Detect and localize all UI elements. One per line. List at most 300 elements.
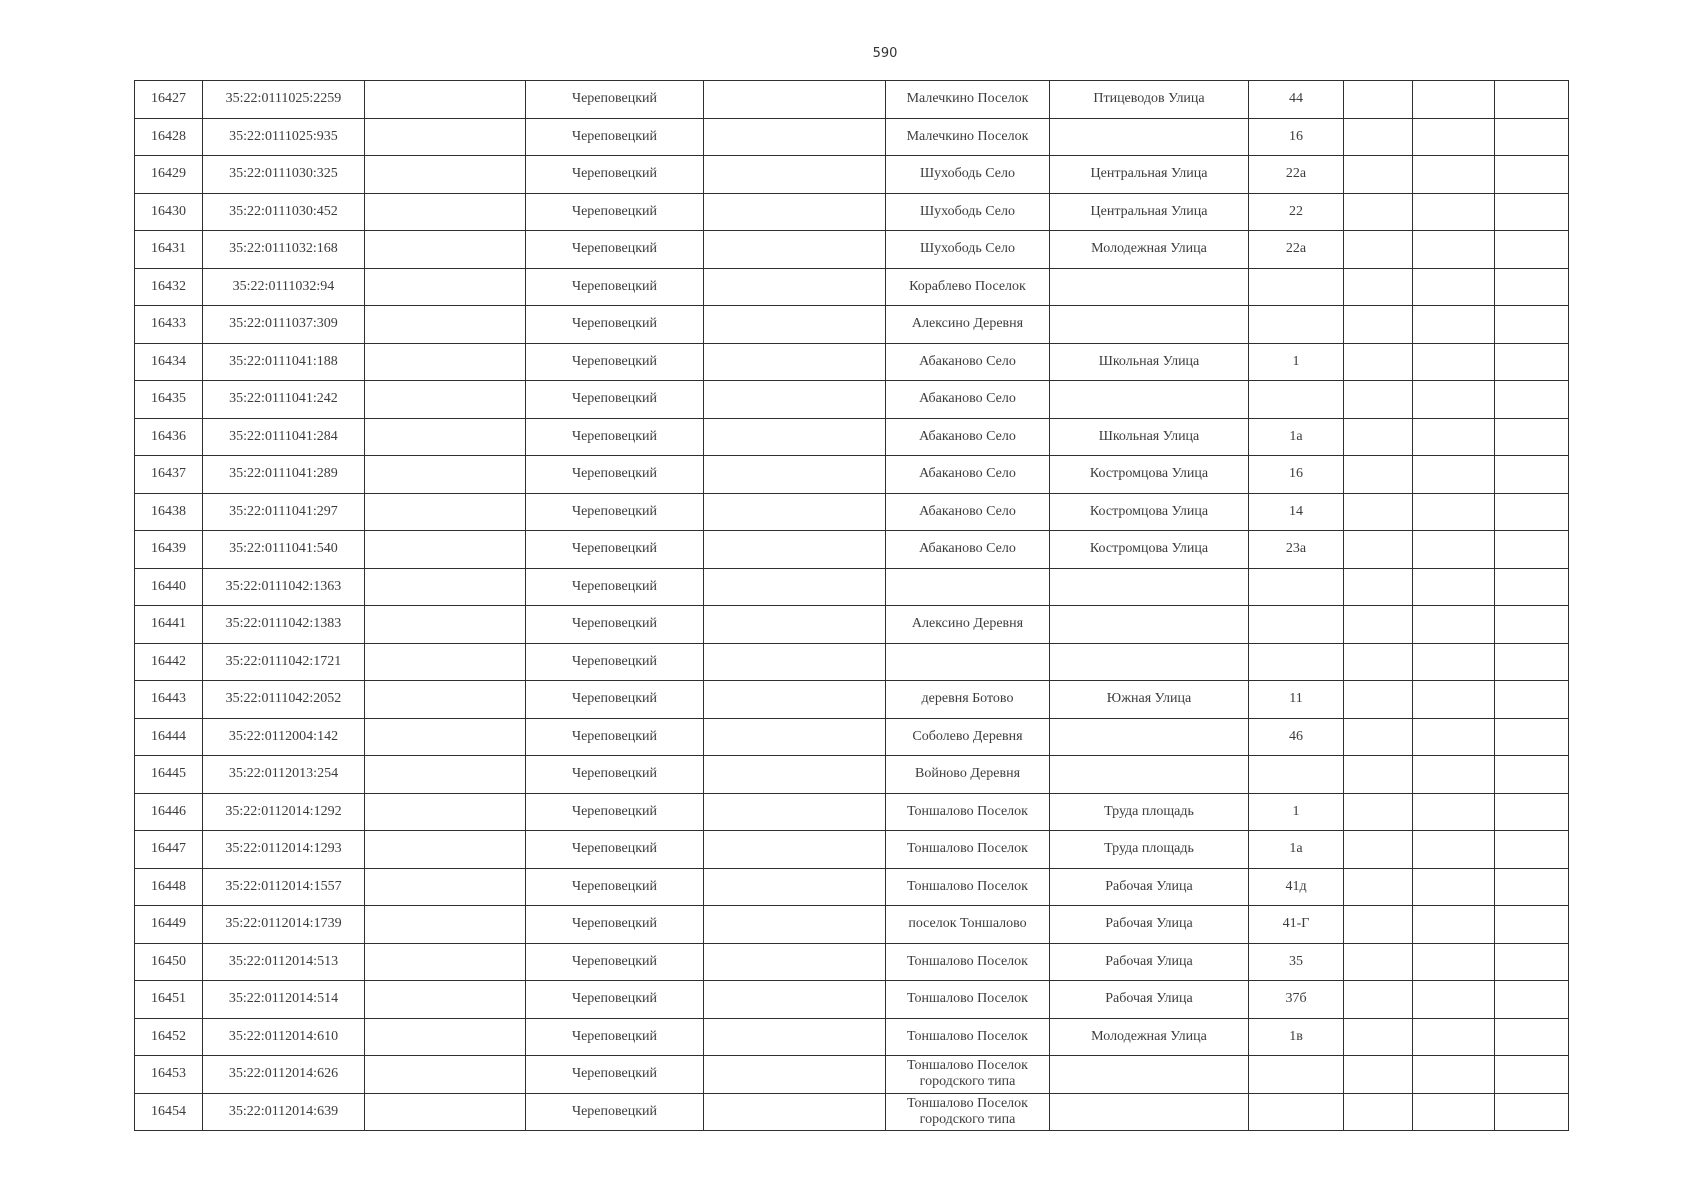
row-number-cell: 16434 [135, 343, 203, 381]
house-number-cell: 35 [1249, 943, 1344, 981]
settlement-cell: Малечкино Поселок [886, 81, 1050, 119]
empty-cell [1495, 1093, 1569, 1131]
row-number-cell: 16454 [135, 1093, 203, 1131]
empty-cell [1413, 793, 1495, 831]
empty-cell [1495, 606, 1569, 644]
empty-cell [1495, 681, 1569, 719]
district-cell: Череповецкий [526, 531, 704, 569]
settlement-cell: Тоншалово Поселок [886, 1018, 1050, 1056]
row-number-cell: 16449 [135, 906, 203, 944]
empty-cell [1413, 868, 1495, 906]
house-number-cell: 22а [1249, 231, 1344, 269]
cadastral-number-cell: 35:22:0111030:325 [203, 156, 365, 194]
empty-cell [365, 943, 526, 981]
row-number-cell: 16442 [135, 643, 203, 681]
street-cell: Рабочая Улица [1050, 906, 1249, 944]
settlement-cell: Тоншалово Поселок [886, 943, 1050, 981]
empty-cell [1413, 343, 1495, 381]
empty-cell [365, 1056, 526, 1094]
empty-cell [365, 981, 526, 1019]
row-number-cell: 16448 [135, 868, 203, 906]
empty-cell [704, 231, 886, 269]
empty-cell [365, 193, 526, 231]
empty-cell [1344, 156, 1413, 194]
empty-cell [1495, 193, 1569, 231]
empty-cell [1495, 868, 1569, 906]
row-number-cell: 16438 [135, 493, 203, 531]
street-cell: Молодежная Улица [1050, 231, 1249, 269]
empty-cell [704, 456, 886, 494]
empty-cell [1495, 1018, 1569, 1056]
district-cell: Череповецкий [526, 568, 704, 606]
district-cell: Череповецкий [526, 493, 704, 531]
empty-cell [704, 1018, 886, 1056]
empty-cell [1344, 343, 1413, 381]
settlement-cell: Тоншалово Поселок [886, 868, 1050, 906]
empty-cell [704, 156, 886, 194]
street-cell: Школьная Улица [1050, 418, 1249, 456]
empty-cell [704, 606, 886, 644]
house-number-cell: 23а [1249, 531, 1344, 569]
house-number-cell: 1в [1249, 1018, 1344, 1056]
district-cell: Череповецкий [526, 606, 704, 644]
empty-cell [1495, 118, 1569, 156]
empty-cell [365, 493, 526, 531]
house-number-cell: 41-Г [1249, 906, 1344, 944]
empty-cell [704, 531, 886, 569]
house-number-cell [1249, 643, 1344, 681]
cadastral-number-cell: 35:22:0111037:309 [203, 306, 365, 344]
empty-cell [704, 943, 886, 981]
empty-cell [704, 868, 886, 906]
empty-cell [1413, 718, 1495, 756]
row-number-cell: 16435 [135, 381, 203, 419]
settlement-cell: Тоншалово Поселок городского типа [886, 1093, 1050, 1131]
empty-cell [1413, 1018, 1495, 1056]
empty-cell [1413, 81, 1495, 119]
empty-cell [1495, 81, 1569, 119]
cadastral-number-cell: 35:22:0112014:639 [203, 1093, 365, 1131]
empty-cell [365, 1018, 526, 1056]
house-number-cell: 37б [1249, 981, 1344, 1019]
table-row [135, 418, 1569, 456]
empty-cell [1344, 606, 1413, 644]
house-number-cell [1249, 381, 1344, 419]
row-number-cell: 16431 [135, 231, 203, 269]
row-number-cell: 16446 [135, 793, 203, 831]
cadastral-number-cell: 35:22:0111025:2259 [203, 81, 365, 119]
empty-cell [704, 493, 886, 531]
cadastral-number-cell: 35:22:0111041:284 [203, 418, 365, 456]
empty-cell [1344, 831, 1413, 869]
row-number-cell: 16440 [135, 568, 203, 606]
empty-cell [365, 343, 526, 381]
empty-cell [1413, 981, 1495, 1019]
settlement-cell: Тоншалово Поселок городского типа [886, 1056, 1050, 1094]
empty-cell [1344, 981, 1413, 1019]
district-cell: Череповецкий [526, 981, 704, 1019]
row-number-cell: 16432 [135, 268, 203, 306]
settlement-cell: Абаканово Село [886, 418, 1050, 456]
empty-cell [1495, 231, 1569, 269]
district-cell: Череповецкий [526, 943, 704, 981]
page-number: 590 [872, 46, 898, 61]
empty-cell [1344, 193, 1413, 231]
district-cell: Череповецкий [526, 643, 704, 681]
empty-cell [1495, 268, 1569, 306]
street-cell: Рабочая Улица [1050, 868, 1249, 906]
table-row [135, 343, 1569, 381]
cadastral-number-cell: 35:22:0112014:1739 [203, 906, 365, 944]
house-number-cell: 46 [1249, 718, 1344, 756]
empty-cell [1413, 306, 1495, 344]
row-number-cell: 16452 [135, 1018, 203, 1056]
cadastral-number-cell: 35:22:0112014:610 [203, 1018, 365, 1056]
district-cell: Череповецкий [526, 681, 704, 719]
cadastral-number-cell: 35:22:0111042:1363 [203, 568, 365, 606]
empty-cell [704, 793, 886, 831]
empty-cell [365, 718, 526, 756]
empty-cell [1495, 793, 1569, 831]
street-cell: Костромцова Улица [1050, 531, 1249, 569]
settlement-cell: Войново Деревня [886, 756, 1050, 794]
empty-cell [1344, 1018, 1413, 1056]
row-number-cell: 16443 [135, 681, 203, 719]
cadastral-number-cell: 35:22:0111030:452 [203, 193, 365, 231]
house-number-cell [1249, 306, 1344, 344]
house-number-cell [1249, 568, 1344, 606]
empty-cell [365, 681, 526, 719]
table-row [135, 493, 1569, 531]
empty-cell [1495, 756, 1569, 794]
row-number-cell: 16437 [135, 456, 203, 494]
empty-cell [1495, 943, 1569, 981]
district-cell: Череповецкий [526, 343, 704, 381]
empty-cell [1344, 643, 1413, 681]
table-row [135, 681, 1569, 719]
district-cell: Череповецкий [526, 1093, 704, 1131]
settlement-cell [886, 568, 1050, 606]
table-row [135, 906, 1569, 944]
row-number-cell: 16428 [135, 118, 203, 156]
empty-cell [1344, 1056, 1413, 1094]
district-cell: Череповецкий [526, 193, 704, 231]
table-row [135, 793, 1569, 831]
district-cell: Череповецкий [526, 1056, 704, 1094]
table-row [135, 1018, 1569, 1056]
empty-cell [1495, 381, 1569, 419]
settlement-cell: Шухободь Село [886, 156, 1050, 194]
house-number-cell [1249, 1056, 1344, 1094]
street-cell: Южная Улица [1050, 681, 1249, 719]
settlement-cell: деревня Ботово [886, 681, 1050, 719]
settlement-cell [886, 643, 1050, 681]
house-number-cell: 22а [1249, 156, 1344, 194]
settlement-cell: Шухободь Село [886, 193, 1050, 231]
cadastral-number-cell: 35:22:0112013:254 [203, 756, 365, 794]
cadastral-number-cell: 35:22:0111041:297 [203, 493, 365, 531]
cadastral-number-cell: 35:22:0111041:188 [203, 343, 365, 381]
empty-cell [1344, 868, 1413, 906]
table-row [135, 306, 1569, 344]
district-cell: Череповецкий [526, 756, 704, 794]
house-number-cell [1249, 606, 1344, 644]
district-cell: Череповецкий [526, 793, 704, 831]
empty-cell [1413, 193, 1495, 231]
empty-cell [1495, 831, 1569, 869]
empty-cell [365, 831, 526, 869]
empty-cell [365, 606, 526, 644]
empty-cell [1495, 981, 1569, 1019]
cadastral-number-cell: 35:22:0112014:1293 [203, 831, 365, 869]
street-cell: Школьная Улица [1050, 343, 1249, 381]
empty-cell [365, 81, 526, 119]
empty-cell [365, 531, 526, 569]
empty-cell [1413, 156, 1495, 194]
house-number-cell: 1а [1249, 418, 1344, 456]
street-cell: Рабочая Улица [1050, 943, 1249, 981]
house-number-cell [1249, 268, 1344, 306]
empty-cell [365, 418, 526, 456]
row-number-cell: 16439 [135, 531, 203, 569]
empty-cell [1495, 1056, 1569, 1094]
cadastral-number-cell: 35:22:0111041:540 [203, 531, 365, 569]
street-cell: Труда площадь [1050, 831, 1249, 869]
empty-cell [365, 868, 526, 906]
row-number-cell: 16430 [135, 193, 203, 231]
settlement-cell: Абаканово Село [886, 493, 1050, 531]
street-cell: Молодежная Улица [1050, 1018, 1249, 1056]
cadastral-number-cell: 35:22:0112004:142 [203, 718, 365, 756]
empty-cell [1344, 681, 1413, 719]
empty-cell [704, 568, 886, 606]
table-row [135, 981, 1569, 1019]
row-number-cell: 16451 [135, 981, 203, 1019]
street-cell: Центральная Улица [1050, 156, 1249, 194]
empty-cell [365, 156, 526, 194]
empty-cell [1495, 906, 1569, 944]
district-cell: Череповецкий [526, 118, 704, 156]
empty-cell [1413, 606, 1495, 644]
empty-cell [1495, 156, 1569, 194]
street-cell [1050, 718, 1249, 756]
empty-cell [365, 381, 526, 419]
street-cell [1050, 1056, 1249, 1094]
empty-cell [1344, 306, 1413, 344]
district-cell: Череповецкий [526, 906, 704, 944]
district-cell: Череповецкий [526, 268, 704, 306]
settlement-cell: Малечкино Поселок [886, 118, 1050, 156]
settlement-cell: Алексино Деревня [886, 306, 1050, 344]
empty-cell [1344, 756, 1413, 794]
empty-cell [1413, 1093, 1495, 1131]
table-row [135, 643, 1569, 681]
empty-cell [704, 1093, 886, 1131]
street-cell [1050, 381, 1249, 419]
empty-cell [1413, 493, 1495, 531]
row-number-cell: 16427 [135, 81, 203, 119]
empty-cell [704, 418, 886, 456]
empty-cell [365, 1093, 526, 1131]
row-number-cell: 16445 [135, 756, 203, 794]
house-number-cell: 1 [1249, 343, 1344, 381]
district-cell: Череповецкий [526, 156, 704, 194]
table-row [135, 943, 1569, 981]
settlement-cell: Абаканово Село [886, 456, 1050, 494]
district-cell: Череповецкий [526, 418, 704, 456]
empty-cell [704, 381, 886, 419]
empty-cell [1344, 568, 1413, 606]
table-row [135, 756, 1569, 794]
settlement-cell: Алексино Деревня [886, 606, 1050, 644]
empty-cell [1344, 381, 1413, 419]
table-row [135, 156, 1569, 194]
empty-cell [704, 756, 886, 794]
house-number-cell [1249, 756, 1344, 794]
empty-cell [1495, 718, 1569, 756]
empty-cell [1344, 1093, 1413, 1131]
cadastral-number-cell: 35:22:0112014:513 [203, 943, 365, 981]
empty-cell [704, 906, 886, 944]
district-cell: Череповецкий [526, 718, 704, 756]
registry-table [134, 80, 1569, 1131]
table-row [135, 831, 1569, 869]
empty-cell [1495, 306, 1569, 344]
table-body [135, 81, 1569, 1131]
empty-cell [1413, 568, 1495, 606]
empty-cell [365, 306, 526, 344]
district-cell: Череповецкий [526, 231, 704, 269]
table-row [135, 81, 1569, 119]
table-row [135, 118, 1569, 156]
house-number-cell: 14 [1249, 493, 1344, 531]
empty-cell [704, 193, 886, 231]
empty-cell [1344, 906, 1413, 944]
settlement-cell: Соболево Деревня [886, 718, 1050, 756]
district-cell: Череповецкий [526, 868, 704, 906]
empty-cell [704, 643, 886, 681]
empty-cell [1495, 456, 1569, 494]
district-cell: Череповецкий [526, 456, 704, 494]
house-number-cell: 41д [1249, 868, 1344, 906]
empty-cell [1344, 418, 1413, 456]
cadastral-number-cell: 35:22:0111025:935 [203, 118, 365, 156]
street-cell [1050, 1093, 1249, 1131]
table-row [135, 231, 1569, 269]
house-number-cell: 44 [1249, 81, 1344, 119]
cadastral-number-cell: 35:22:0111042:2052 [203, 681, 365, 719]
empty-cell [365, 643, 526, 681]
table-row [135, 1056, 1569, 1094]
empty-cell [365, 756, 526, 794]
cadastral-number-cell: 35:22:0111041:289 [203, 456, 365, 494]
row-number-cell: 16450 [135, 943, 203, 981]
street-cell: Костромцова Улица [1050, 456, 1249, 494]
settlement-cell: Тоншалово Поселок [886, 831, 1050, 869]
house-number-cell: 16 [1249, 456, 1344, 494]
empty-cell [1413, 231, 1495, 269]
row-number-cell: 16433 [135, 306, 203, 344]
empty-cell [1344, 493, 1413, 531]
empty-cell [704, 1056, 886, 1094]
table-row [135, 1093, 1569, 1131]
table-row [135, 606, 1569, 644]
empty-cell [365, 118, 526, 156]
empty-cell [1344, 531, 1413, 569]
empty-cell [365, 231, 526, 269]
empty-cell [704, 681, 886, 719]
street-cell: Птицеводов Улица [1050, 81, 1249, 119]
cadastral-number-cell: 35:22:0111032:94 [203, 268, 365, 306]
empty-cell [1413, 943, 1495, 981]
street-cell [1050, 268, 1249, 306]
row-number-cell: 16441 [135, 606, 203, 644]
empty-cell [704, 81, 886, 119]
table-row [135, 531, 1569, 569]
street-cell: Центральная Улица [1050, 193, 1249, 231]
empty-cell [1413, 268, 1495, 306]
settlement-cell: Кораблево Поселок [886, 268, 1050, 306]
district-cell: Череповецкий [526, 81, 704, 119]
district-cell: Череповецкий [526, 1018, 704, 1056]
cadastral-number-cell: 35:22:0111041:242 [203, 381, 365, 419]
street-cell: Рабочая Улица [1050, 981, 1249, 1019]
cadastral-number-cell: 35:22:0111032:168 [203, 231, 365, 269]
empty-cell [1413, 906, 1495, 944]
empty-cell [1413, 831, 1495, 869]
empty-cell [365, 456, 526, 494]
street-cell: Костромцова Улица [1050, 493, 1249, 531]
settlement-cell: Абаканово Село [886, 381, 1050, 419]
empty-cell [1413, 118, 1495, 156]
cadastral-number-cell: 35:22:0112014:626 [203, 1056, 365, 1094]
district-cell: Череповецкий [526, 831, 704, 869]
empty-cell [1495, 493, 1569, 531]
table-row [135, 193, 1569, 231]
settlement-cell: Абаканово Село [886, 343, 1050, 381]
empty-cell [1495, 418, 1569, 456]
settlement-cell: Тоншалово Поселок [886, 793, 1050, 831]
empty-cell [365, 906, 526, 944]
settlement-cell: Абаканово Село [886, 531, 1050, 569]
empty-cell [1495, 343, 1569, 381]
cadastral-number-cell: 35:22:0111042:1721 [203, 643, 365, 681]
empty-cell [365, 793, 526, 831]
house-number-cell: 1 [1249, 793, 1344, 831]
table-row [135, 868, 1569, 906]
house-number-cell: 22 [1249, 193, 1344, 231]
empty-cell [704, 343, 886, 381]
empty-cell [1344, 231, 1413, 269]
empty-cell [1344, 456, 1413, 494]
district-cell: Череповецкий [526, 306, 704, 344]
empty-cell [704, 831, 886, 869]
empty-cell [704, 118, 886, 156]
cadastral-number-cell: 35:22:0112014:514 [203, 981, 365, 1019]
empty-cell [1344, 118, 1413, 156]
row-number-cell: 16436 [135, 418, 203, 456]
table-row [135, 456, 1569, 494]
street-cell [1050, 306, 1249, 344]
empty-cell [1413, 531, 1495, 569]
empty-cell [704, 306, 886, 344]
cadastral-number-cell: 35:22:0111042:1383 [203, 606, 365, 644]
street-cell [1050, 643, 1249, 681]
empty-cell [365, 268, 526, 306]
street-cell [1050, 606, 1249, 644]
house-number-cell: 11 [1249, 681, 1344, 719]
settlement-cell: поселок Тоншалово [886, 906, 1050, 944]
